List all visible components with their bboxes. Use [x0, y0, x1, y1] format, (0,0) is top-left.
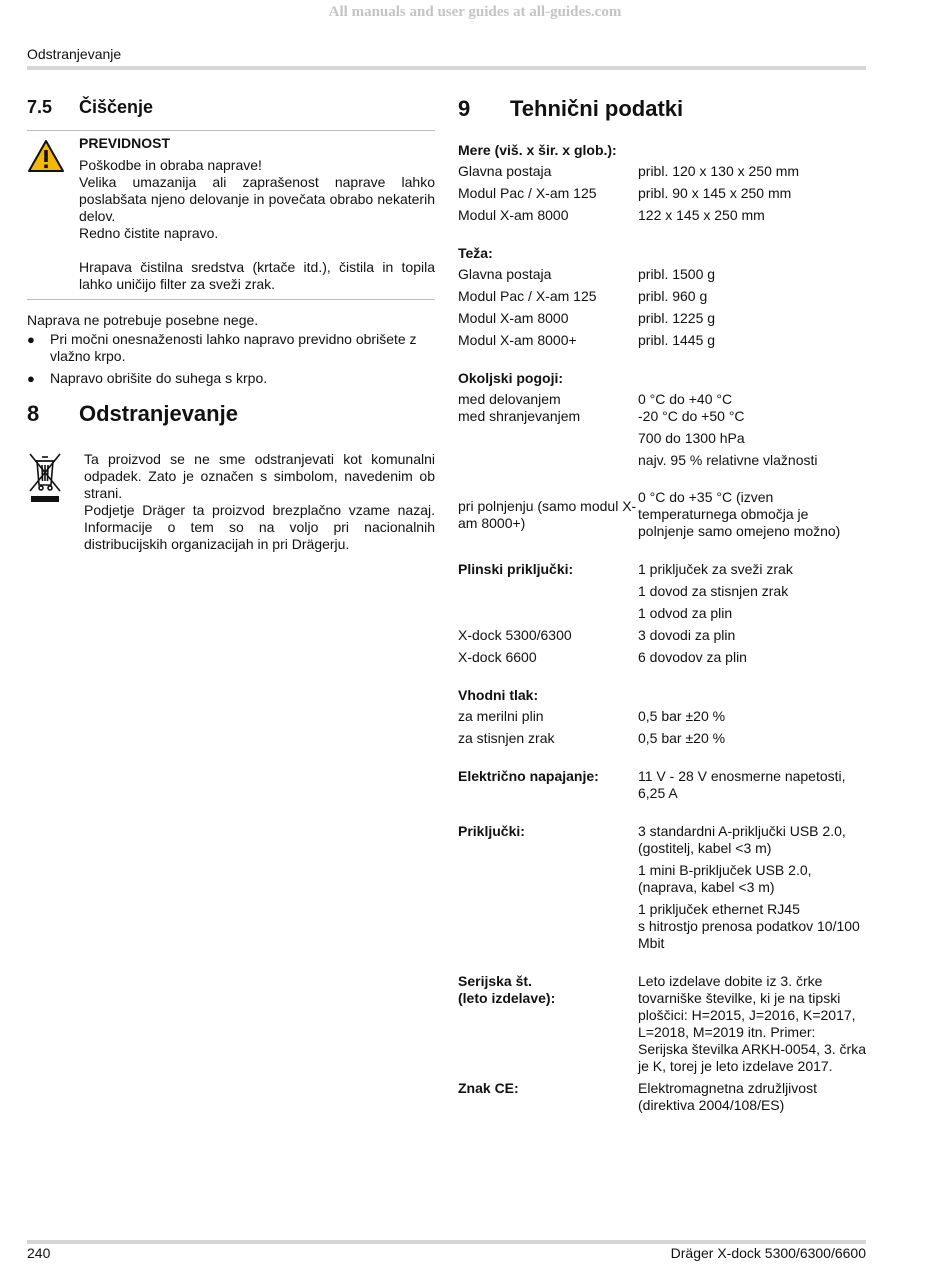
- caution-box: [27, 130, 435, 300]
- spec-row: med delovanjem med shranjevanjem 0 °C do +40 °C -20 °C do +50 °C: [458, 391, 745, 424]
- header-rule: [27, 66, 866, 70]
- spec-gas-connections: [458, 561, 866, 666]
- spec-row: za merilni plin 0,5 bar ±20 %: [458, 708, 726, 724]
- spec-row: Priključki: 3 standardni A-priključki USB 2.0, (gostitelj, kabel <3 m): [458, 823, 846, 856]
- section-8-heading: [27, 401, 435, 427]
- spec-row: Glavna postaja pribl. 120 x 130 x 250 mm: [458, 163, 800, 179]
- spec-power: [458, 768, 866, 802]
- spec-row: najv. 95 % relativne vlažnosti: [638, 452, 818, 468]
- spec-heading: Teža:: [458, 245, 493, 261]
- spec-row: Znak CE: Elektromagnetna združljivost (direktiva 2004/108/ES): [458, 1080, 817, 1113]
- disposal-block: [27, 451, 435, 553]
- section-7-5-heading: [27, 96, 435, 118]
- caution-title: PREVIDNOST: [79, 135, 171, 151]
- spec-ce: [458, 1080, 866, 1114]
- spec-row: 1 dovod za stisnjen zrak: [638, 583, 789, 599]
- spec-row: Modul X-am 8000 pribl. 1225 g: [458, 310, 716, 326]
- spec-row: Električno napajanje: 11 V - 28 V enosmerne napetosti, 6,25 A: [458, 768, 846, 801]
- section-9-heading: [458, 96, 866, 122]
- list-item: ● Napravo obrišite do suhega s krpo.: [27, 370, 268, 386]
- section-number: 7.5: [27, 97, 53, 117]
- section-title: Čiščenje: [79, 97, 154, 117]
- section-title: Tehnični podatki: [510, 96, 684, 121]
- left-column: [27, 96, 435, 553]
- footer-rule: [27, 1240, 866, 1244]
- caution-text: Poškodbe in obraba naprave! Velika umazanija ali zaprašenost naprave lahko poslabšata njeno delovanje in povečata obrabo nekaterih delov. Redno čistite napravo.: [79, 157, 435, 241]
- spec-environment: [458, 370, 866, 540]
- cleaning-intro: Naprava ne potrebuje posebne nege.: [27, 312, 259, 328]
- spec-row: 1 odvod za plin: [638, 605, 733, 621]
- section-number: 9: [458, 96, 471, 121]
- spec-heading: Vhodni tlak:: [458, 687, 539, 703]
- spec-input-pressure: [458, 687, 866, 747]
- spec-row: X-dock 5300/6300 3 dovodi za plin: [458, 627, 736, 643]
- spec-row: 1 priključek ethernet RJ45 s hitrostjo prenosa podatkov 10/100 Mbit: [638, 901, 860, 951]
- running-header: Odstranjevanje: [27, 46, 122, 62]
- product-name: Dräger X-dock 5300/6300/6600: [670, 1245, 866, 1261]
- spec-row: X-dock 6600 6 dovodov za plin: [458, 649, 747, 665]
- warning-triangle-icon: [27, 135, 79, 293]
- spec-serial: [458, 973, 866, 1075]
- spec-row: Modul Pac / X-am 125 pribl. 960 g: [458, 288, 708, 304]
- right-column: [458, 96, 866, 1119]
- cleaning-list: [27, 331, 435, 387]
- spec-dimensions: [458, 142, 866, 224]
- spec-heading: Mere (viš. x šir. x glob.):: [458, 142, 617, 158]
- spec-row: 700 do 1300 hPa: [638, 430, 745, 446]
- spec-ports: [458, 823, 866, 952]
- spec-row: Modul Pac / X-am 125 pribl. 90 x 145 x 250 mm: [458, 185, 792, 201]
- caution-note: Hrapava čistilna sredstva (krtače itd.), čistila in topila lahko uničijo filter za sveži zrak.: [79, 259, 435, 292]
- spec-row: Glavna postaja pribl. 1500 g: [458, 266, 716, 282]
- list-item: ● Pri močni onesnaženosti lahko napravo previdno obrišete z vlažno krpo.: [27, 331, 417, 364]
- spec-row: Modul X-am 8000+ pribl. 1445 g: [458, 332, 716, 348]
- spec-row: Modul X-am 8000 122 x 145 x 250 mm: [458, 207, 765, 223]
- watermark: All manuals and user guides at all-guides.com: [328, 4, 622, 20]
- spec-weight: [458, 245, 866, 349]
- page-number: 240: [27, 1245, 51, 1261]
- spec-row: Plinski priključki: 1 priključek za sveži zrak: [458, 561, 793, 577]
- section-title: Odstranjevanje: [79, 401, 238, 426]
- spec-heading: Okoljski pogoji:: [458, 370, 564, 386]
- spec-row: Serijska št. (leto izdelave): Leto izdelave dobite iz 3. črke tovarniške številke, ki je na tipski ploščici: H=2015, J=2016, K=2017, L=2018, M=2019 itn. Primer: Serijska številka ARKH-0054, 3. črka je K, torej je leto izdelave 2017.: [458, 973, 866, 1074]
- spec-row: za stisnjen zrak 0,5 bar ±20 %: [458, 730, 726, 746]
- section-number: 8: [27, 401, 40, 426]
- spec-row: pri polnjenju (samo modul X-am 8000+) 0 °C do +35 °C (izven temperaturnega območja je polnjenje samo omejeno možno): [458, 489, 841, 539]
- disposal-text: Ta proizvod se ne sme odstranjevati kot komunalni odpadek. Zato je označen s simbolom, navedenim ob strani. Podjetje Dräger ta proizvod brezplačno vzame nazaj. Informacije o tem so na voljo pri nacionalnih distribucijskih organizacijah in pri Drägerju.: [84, 451, 435, 552]
- spec-row: 1 mini B-priključek USB 2.0, (naprava, kabel <3 m): [638, 862, 812, 895]
- crossed-out-wheelie-bin-icon: [27, 451, 84, 553]
